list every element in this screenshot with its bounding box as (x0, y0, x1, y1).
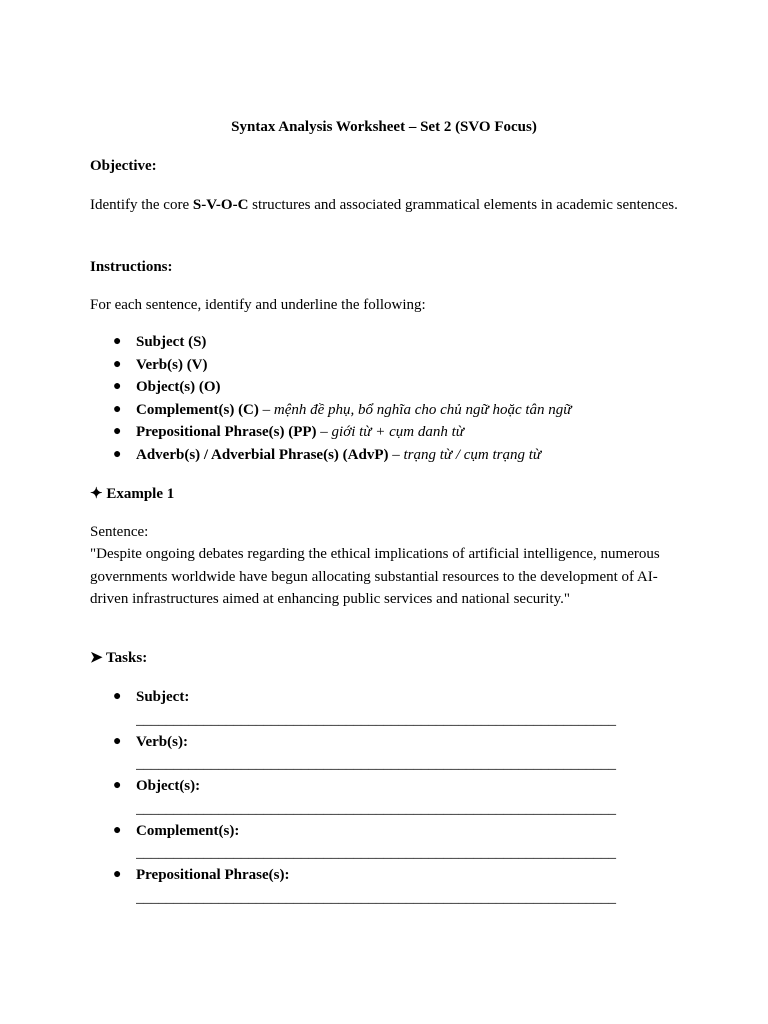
instruction-label: Prepositional Phrase(s) (PP) (136, 424, 317, 440)
task-item (90, 731, 690, 776)
instruction-label: Verb(s) (V) (136, 356, 208, 373)
instruction-dash: – (258, 401, 274, 418)
answer-blank[interactable]: ________________________________________________________________ (136, 756, 616, 772)
bullet-icon: ● (113, 822, 122, 838)
sentence-label: Sentence: (90, 524, 149, 540)
instruction-item (90, 421, 690, 444)
page-title: Syntax Analysis Worksheet – Set 2 (SVO Focus) (231, 119, 537, 135)
instruction-label: Subject (S) (136, 334, 207, 350)
objective-heading: Objective: (90, 158, 157, 174)
instruction-note: trạng từ / cụm trạng từ (403, 446, 542, 463)
instruction-item (90, 376, 690, 399)
task-label: Verb(s): (136, 733, 188, 750)
task-label: Object(s): (136, 778, 201, 794)
answer-blank[interactable]: ________________________________________________________________ (136, 889, 616, 906)
instruction-item (90, 331, 690, 354)
answer-blank[interactable]: ________________________________________________________________ (136, 800, 616, 817)
bullet-icon: ● (113, 424, 122, 439)
instruction-label: Adverb(s) / Adverbial Phrase(s) (AdvP) (136, 446, 389, 463)
objective-text-bold: S-V-O-C (192, 197, 249, 213)
instructions-intro: For each sentence, identify and underline the following: (90, 297, 426, 313)
answer-blank[interactable]: ________________________________________________________________ (136, 845, 616, 861)
example-sentence: "Despite ongoing debates regarding the ethical implications of artificial intelligence, numerous governments worldwide have begun allocating substantial resources to the development of AI-driven infrastructures aimed at enhancing public services and national security." (90, 546, 660, 607)
bullet-icon: ● (113, 334, 122, 349)
bullet-icon: ● (113, 689, 122, 704)
task-label: Complement(s): (136, 822, 240, 839)
bullet-icon: ● (113, 867, 122, 882)
objective-text (90, 194, 680, 217)
bullet-icon: ● (113, 356, 122, 372)
bullet-icon: ● (113, 778, 122, 793)
task-item (90, 686, 690, 731)
instructions-heading: Instructions: (90, 259, 173, 275)
task-item (90, 775, 690, 820)
instruction-dash: – (388, 446, 404, 463)
bullet-icon: ● (113, 733, 122, 749)
task-label: Subject: (136, 689, 190, 705)
instructions-list (90, 331, 690, 466)
example-heading: ✦ Example 1 (90, 486, 175, 502)
objective-text-after: structures and associated grammatical elements in academic sentences. (248, 197, 678, 213)
instruction-label: Object(s) (O) (136, 379, 221, 395)
tasks-heading: ➤ Tasks: (90, 650, 148, 666)
instruction-item (90, 444, 690, 467)
tasks-list (90, 686, 690, 909)
bullet-icon: ● (113, 446, 122, 462)
instruction-note: giới từ + cụm danh từ (331, 424, 464, 440)
instruction-label: Complement(s) (C) (136, 401, 259, 418)
task-item (90, 820, 690, 865)
instruction-note: mệnh đề phụ, bổ nghĩa cho chủ ngữ hoặc tân ngữ (273, 401, 572, 418)
instruction-item (90, 399, 690, 422)
task-label: Prepositional Phrase(s): (136, 867, 290, 883)
task-item (90, 864, 690, 909)
answer-blank[interactable]: ________________________________________________________________ (136, 711, 616, 728)
bullet-icon: ● (113, 401, 122, 417)
instruction-item (90, 354, 690, 377)
objective-text-before: Identify the core (90, 197, 193, 213)
bullet-icon: ● (113, 379, 122, 394)
instruction-dash: – (316, 424, 332, 440)
